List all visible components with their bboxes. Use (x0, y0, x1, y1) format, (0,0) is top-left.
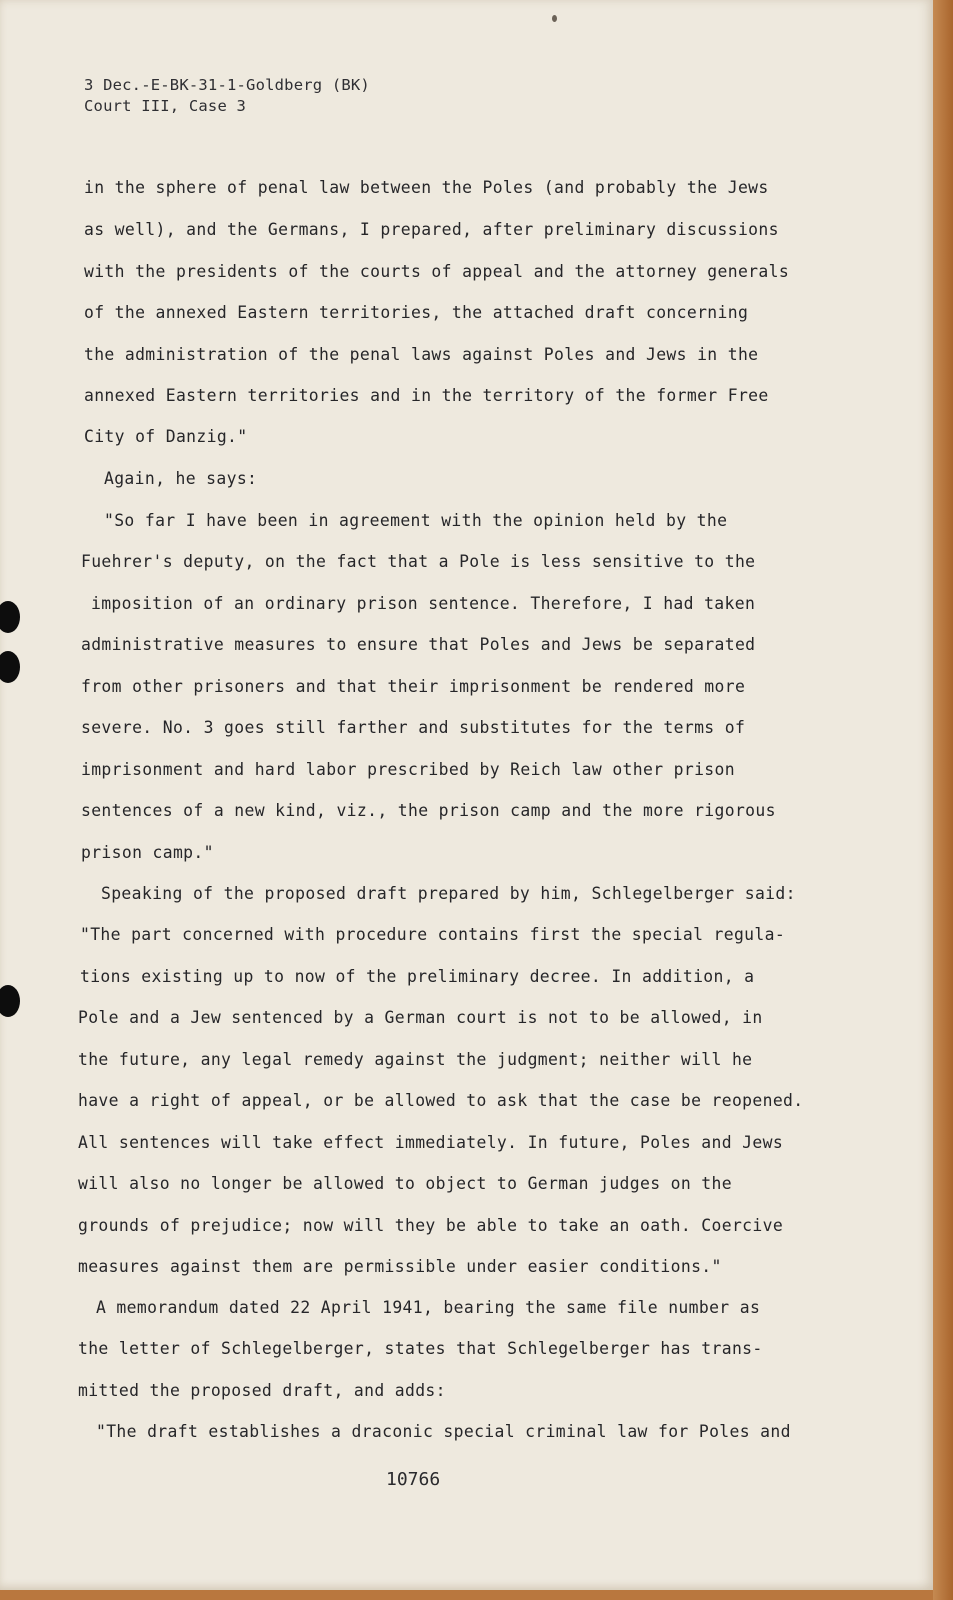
body-line: prison camp." (81, 843, 214, 862)
body-line: with the presidents of the courts of appeal and the attorney generals (84, 262, 790, 281)
body-line: measures against them are permissible under easier conditions." (78, 1257, 722, 1276)
body-line: as well), and the Germans, I prepared, after preliminary discussions (84, 220, 779, 239)
court-case-label: Court III, Case 3 (84, 97, 247, 115)
body-line: the letter of Schlegelberger, states that Schlegelberger has trans- (78, 1339, 763, 1358)
body-line: annexed Eastern territories and in the territory of the former Free (84, 386, 769, 405)
body-line: Again, he says: (104, 469, 258, 488)
body-line: severe. No. 3 goes still farther and substitutes for the terms of (81, 718, 746, 737)
body-line: imposition of an ordinary prison sentence. Therefore, I had taken (91, 594, 756, 613)
body-line: will also no longer be allowed to object to German judges on the (78, 1174, 732, 1193)
body-line: All sentences will take effect immediately. In future, Poles and Jews (78, 1133, 784, 1152)
body-line: Fuehrer's deputy, on the fact that a Pole is less sensitive to the (81, 552, 756, 571)
body-line: mitted the proposed draft, and adds: (78, 1381, 446, 1400)
body-line: "The draft establishes a draconic special criminal law for Poles and (96, 1422, 791, 1441)
binder-hole-bottom (0, 985, 20, 1017)
binder-hole-top (0, 601, 20, 633)
body-line: from other prisoners and that their imprisonment be rendered more (81, 677, 746, 696)
body-line: Speaking of the proposed draft prepared by him, Schlegelberger said: (101, 884, 796, 903)
body-line: the administration of the penal laws against Poles and Jews in the (84, 345, 759, 364)
body-line: "So far I have been in agreement with the opinion held by the (104, 511, 728, 530)
paper-edge-background (933, 0, 953, 1600)
body-line: in the sphere of penal law between the Poles (and probably the Jews (84, 178, 769, 197)
document-reference: 3 Dec.-E-BK-31-1-Goldberg (BK) (84, 76, 370, 94)
ink-speck (552, 15, 557, 22)
body-line: tions existing up to now of the preliminary decree. In addition, a (80, 967, 755, 986)
body-line: "The part concerned with procedure contains first the special regula- (80, 925, 786, 944)
body-line: administrative measures to ensure that Poles and Jews be separated (81, 635, 756, 654)
binder-hole-middle (0, 651, 20, 683)
body-line: City of Danzig." (84, 427, 248, 446)
body-line: of the annexed Eastern territories, the attached draft concerning (84, 303, 749, 322)
body-line: the future, any legal remedy against the judgment; neither will he (78, 1050, 753, 1069)
body-line: have a right of appeal, or be allowed to ask that the case be reopened. (78, 1091, 804, 1110)
body-line: sentences of a new kind, viz., the prison camp and the more rigorous (81, 801, 776, 820)
page-number: 10766 (386, 1469, 441, 1490)
body-line: grounds of prejudice; now will they be able to take an oath. Coercive (78, 1216, 784, 1235)
body-line: Pole and a Jew sentenced by a German court is not to be allowed, in (78, 1008, 763, 1027)
body-line: imprisonment and hard labor prescribed by Reich law other prison (81, 760, 735, 779)
body-line: A memorandum dated 22 April 1941, bearing the same file number as (96, 1298, 761, 1317)
